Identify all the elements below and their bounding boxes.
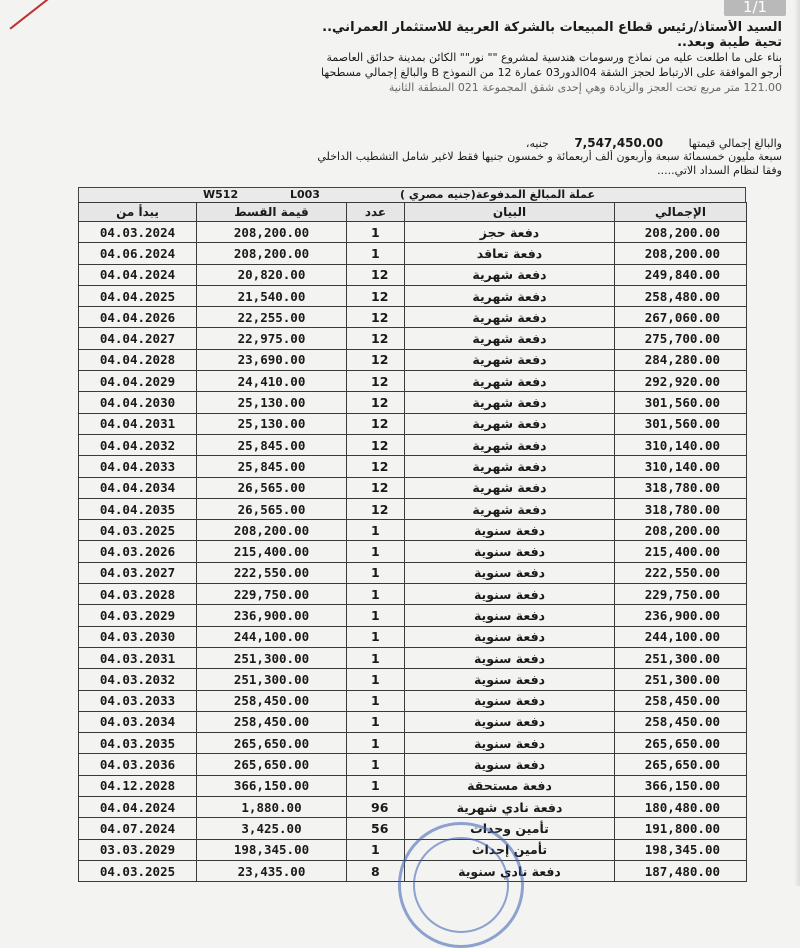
cell-installment: 1,880.00: [197, 797, 347, 818]
cell-installment: 24,410.00: [197, 371, 347, 392]
cell-count: 12: [347, 264, 405, 285]
cell-date: 04.03.2025: [79, 520, 197, 541]
cell-installment: 258,450.00: [197, 711, 347, 732]
payment-schedule: [78, 187, 746, 882]
cell-date: 04.03.2035: [79, 733, 197, 754]
cell-total: 180,480.00: [615, 797, 747, 818]
cell-installment: 265,650.00: [197, 754, 347, 775]
cell-total: 292,920.00: [615, 371, 747, 392]
cell-total: 251,300.00: [615, 647, 747, 668]
cell-installment: 251,300.00: [197, 669, 347, 690]
table-row: [79, 434, 747, 455]
cell-count: 12: [347, 456, 405, 477]
cell-description: دفعة سنوية: [405, 605, 615, 626]
cell-description: دفعة سنوية: [405, 626, 615, 647]
cell-installment: 208,200.00: [197, 222, 347, 243]
table-row: [79, 562, 747, 583]
table-row: [79, 477, 747, 498]
cell-description: دفعة شهرية: [405, 307, 615, 328]
page-number: 1/1: [724, 0, 786, 16]
cell-date: 04.03.2033: [79, 690, 197, 711]
cell-total: 258,480.00: [615, 285, 747, 306]
table-row: [79, 456, 747, 477]
cell-installment: 25,130.00: [197, 413, 347, 434]
table-row: [79, 349, 747, 370]
cell-total: 284,280.00: [615, 349, 747, 370]
cell-date: 04.04.2035: [79, 498, 197, 519]
cell-description: دفعة شهرية: [405, 413, 615, 434]
cell-description: دفعة شهرية: [405, 264, 615, 285]
table-row: [79, 711, 747, 732]
cell-total: 222,550.00: [615, 562, 747, 583]
cell-description: دفعة شهرية: [405, 328, 615, 349]
cell-description: دفعة سنوية: [405, 754, 615, 775]
total-value-line: [20, 136, 782, 150]
cell-count: 12: [347, 285, 405, 306]
cell-count: 12: [347, 434, 405, 455]
total-value: 7,547,450.00: [574, 136, 664, 150]
table-header-row: [79, 203, 747, 222]
cell-date: 04.04.2024: [79, 797, 197, 818]
cell-count: 1: [347, 839, 405, 860]
total-unit: جنيه،: [525, 137, 549, 150]
cell-installment: 265,650.00: [197, 733, 347, 754]
letter-header: [20, 20, 782, 95]
cell-description: دفعة شهرية: [405, 456, 615, 477]
table-row: [79, 839, 747, 860]
cell-installment: 366,150.00: [197, 775, 347, 796]
table-row: [79, 541, 747, 562]
cell-date: 04.04.2031: [79, 413, 197, 434]
cell-installment: 251,300.00: [197, 647, 347, 668]
cell-description: دفعة سنوية: [405, 733, 615, 754]
cell-date: 04.04.2034: [79, 477, 197, 498]
cell-description: دفعة تعاقد: [405, 243, 615, 264]
cell-description: دفعة سنوية: [405, 647, 615, 668]
cell-count: 12: [347, 371, 405, 392]
cell-total: 251,300.00: [615, 669, 747, 690]
cell-date: 03.03.2029: [79, 839, 197, 860]
cell-installment: 236,900.00: [197, 605, 347, 626]
header-count: عدد: [347, 203, 405, 222]
cell-description: دفعة سنوية: [405, 669, 615, 690]
cell-total: 244,100.00: [615, 626, 747, 647]
cell-installment: 25,130.00: [197, 392, 347, 413]
table-row: [79, 264, 747, 285]
cell-count: 1: [347, 520, 405, 541]
cell-total: 275,700.00: [615, 328, 747, 349]
cell-description: دفعة مستحقة: [405, 775, 615, 796]
cell-count: 1: [347, 222, 405, 243]
header-description: البيان: [405, 203, 615, 222]
cell-description: دفعة شهرية: [405, 349, 615, 370]
cell-count: 1: [347, 669, 405, 690]
cell-total: 208,200.00: [615, 222, 747, 243]
cell-total: 236,900.00: [615, 605, 747, 626]
table-row: [79, 669, 747, 690]
code-1: W512: [203, 188, 239, 201]
cell-installment: 222,550.00: [197, 562, 347, 583]
total-words-line: سبعة مليون خمسمائة سبعة وأربعون ألف أربعمائة و خمسون جنيها فقط لاغير شامل التشطيب الداخلي: [317, 150, 782, 163]
table-row: [79, 775, 747, 796]
table-row: [79, 307, 747, 328]
totals-section: [20, 136, 782, 178]
unit-codes: [203, 188, 368, 201]
cell-date: 04.03.2031: [79, 647, 197, 668]
cell-count: 12: [347, 328, 405, 349]
cell-total: 187,480.00: [615, 860, 747, 881]
header-date: يبدأ من: [79, 203, 197, 222]
header-total: الإجمالي: [615, 203, 747, 222]
cell-installment: 22,975.00: [197, 328, 347, 349]
cell-total: 265,650.00: [615, 733, 747, 754]
cell-installment: 25,845.00: [197, 456, 347, 477]
cell-total: 208,200.00: [615, 243, 747, 264]
cell-date: 04.04.2027: [79, 328, 197, 349]
table-caption: [78, 187, 746, 202]
scan-edge: [794, 0, 800, 886]
cell-total: 318,780.00: [615, 498, 747, 519]
cell-total: 249,840.00: [615, 264, 747, 285]
cell-total: 310,140.00: [615, 456, 747, 477]
cell-date: 04.03.2034: [79, 711, 197, 732]
total-label: والبالغ إجمالي قيمتها: [688, 137, 782, 150]
header-installment: قيمة القسط: [197, 203, 347, 222]
cell-date: 04.04.2028: [79, 349, 197, 370]
cell-total: 310,140.00: [615, 434, 747, 455]
cell-installment: 26,565.00: [197, 498, 347, 519]
table-row: [79, 392, 747, 413]
cell-installment: 3,425.00: [197, 818, 347, 839]
cell-date: 04.03.2036: [79, 754, 197, 775]
cell-date: 04.03.2029: [79, 605, 197, 626]
cell-count: 12: [347, 392, 405, 413]
cell-count: 1: [347, 690, 405, 711]
table-row: [79, 285, 747, 306]
table-row: [79, 328, 747, 349]
cell-installment: 215,400.00: [197, 541, 347, 562]
table-row: [79, 243, 747, 264]
cell-count: 12: [347, 413, 405, 434]
addressee-line: السيد الأستاذ/رئيس قطاع المبيعات بالشركة العربية للاستثمار العمراني..: [322, 20, 782, 35]
cell-count: 56: [347, 818, 405, 839]
cell-count: 1: [347, 775, 405, 796]
cell-total: 215,400.00: [615, 541, 747, 562]
cell-total: 198,345.00: [615, 839, 747, 860]
table-row: [79, 647, 747, 668]
cell-count: 1: [347, 243, 405, 264]
table-row: [79, 413, 747, 434]
cell-count: 1: [347, 626, 405, 647]
table-row: [79, 860, 747, 881]
cell-total: 265,650.00: [615, 754, 747, 775]
cell-date: 04.04.2029: [79, 371, 197, 392]
project-line: بناء على ما اطلعت عليه من نماذج ورسومات هندسية لمشروع "" نور"" الكائن بمدينة حدائق العاصمة: [326, 51, 782, 64]
cell-total: 258,450.00: [615, 690, 747, 711]
table-row: [79, 520, 747, 541]
cell-total: 318,780.00: [615, 477, 747, 498]
code-2: L003: [289, 188, 320, 201]
cell-installment: 26,565.00: [197, 477, 347, 498]
cell-date: 04.03.2027: [79, 562, 197, 583]
cell-description: دفعة سنوية: [405, 690, 615, 711]
cell-count: 1: [347, 605, 405, 626]
cell-total: 301,560.00: [615, 392, 747, 413]
cell-count: 1: [347, 562, 405, 583]
cell-description: دفعة نادي سنوية: [405, 860, 615, 881]
table-row: [79, 818, 747, 839]
cell-count: 1: [347, 711, 405, 732]
area-line: 121.00 متر مربع تحت العجز والزيادة وهي إحدى شقق المجموعة 021 المنطقة الثانية: [388, 81, 782, 94]
cell-date: 04.03.2025: [79, 860, 197, 881]
cell-date: 04.12.2028: [79, 775, 197, 796]
cell-date: 04.04.2024: [79, 264, 197, 285]
cell-installment: 244,100.00: [197, 626, 347, 647]
cell-description: تأمين إحداث: [405, 839, 615, 860]
cell-description: دفعة شهرية: [405, 477, 615, 498]
cell-date: 04.04.2033: [79, 456, 197, 477]
cell-description: دفعة شهرية: [405, 285, 615, 306]
cell-date: 04.07.2024: [79, 818, 197, 839]
table-row: [79, 754, 747, 775]
cell-installment: 258,450.00: [197, 690, 347, 711]
cell-date: 04.04.2032: [79, 434, 197, 455]
payment-system-line: وفقا لنظام السداد الاتي.....: [657, 164, 782, 177]
cell-total: 267,060.00: [615, 307, 747, 328]
unit-line: أرجو الموافقة على الارتباط لحجز الشقة 04الدور03 عمارة 12 من النموذج B والبالغ إجمالي مسطحها: [321, 66, 782, 79]
cell-count: 12: [347, 498, 405, 519]
cell-date: 04.04.2030: [79, 392, 197, 413]
cell-date: 04.06.2024: [79, 243, 197, 264]
table-row: [79, 584, 747, 605]
cell-date: 04.04.2026: [79, 307, 197, 328]
cell-installment: 229,750.00: [197, 584, 347, 605]
table-row: [79, 690, 747, 711]
cell-count: 1: [347, 541, 405, 562]
greeting-line: تحية طيبة وبعد..: [677, 35, 782, 50]
cell-description: دفعة سنوية: [405, 520, 615, 541]
table-row: [79, 733, 747, 754]
cell-installment: 25,845.00: [197, 434, 347, 455]
table-row: [79, 222, 747, 243]
cell-installment: 21,540.00: [197, 285, 347, 306]
cell-description: دفعة شهرية: [405, 498, 615, 519]
cell-installment: 208,200.00: [197, 520, 347, 541]
cell-count: 1: [347, 733, 405, 754]
cell-count: 1: [347, 584, 405, 605]
cell-installment: 198,345.00: [197, 839, 347, 860]
cell-description: دفعة شهرية: [405, 371, 615, 392]
cell-total: 229,750.00: [615, 584, 747, 605]
cell-description: دفعة سنوية: [405, 562, 615, 583]
cell-installment: 20,820.00: [197, 264, 347, 285]
cell-count: 12: [347, 349, 405, 370]
cell-description: دفعة حجز: [405, 222, 615, 243]
currency-caption: عملة المبالغ المدفوعة(جنيه مصري ): [399, 188, 595, 201]
cell-date: 04.03.2028: [79, 584, 197, 605]
table-row: [79, 797, 747, 818]
cell-description: تأمين وحدات: [405, 818, 615, 839]
cell-installment: 23,690.00: [197, 349, 347, 370]
table-row: [79, 605, 747, 626]
cell-date: 04.04.2025: [79, 285, 197, 306]
cell-installment: 23,435.00: [197, 860, 347, 881]
cell-total: 366,150.00: [615, 775, 747, 796]
cell-description: دفعة سنوية: [405, 711, 615, 732]
cell-description: دفعة سنوية: [405, 584, 615, 605]
table-row: [79, 626, 747, 647]
cell-installment: 208,200.00: [197, 243, 347, 264]
cell-total: 191,800.00: [615, 818, 747, 839]
cell-date: 04.03.2024: [79, 222, 197, 243]
cell-count: 96: [347, 797, 405, 818]
cell-total: 301,560.00: [615, 413, 747, 434]
cell-description: دفعة شهرية: [405, 392, 615, 413]
table-row: [79, 498, 747, 519]
schedule-table: [78, 202, 747, 882]
cell-count: 1: [347, 647, 405, 668]
cell-date: 04.03.2030: [79, 626, 197, 647]
cell-date: 04.03.2026: [79, 541, 197, 562]
cell-description: دفعة نادي شهرية: [405, 797, 615, 818]
cell-count: 12: [347, 477, 405, 498]
cell-total: 208,200.00: [615, 520, 747, 541]
cell-description: دفعة سنوية: [405, 541, 615, 562]
cell-date: 04.03.2032: [79, 669, 197, 690]
cell-installment: 22,255.00: [197, 307, 347, 328]
cell-description: دفعة شهرية: [405, 434, 615, 455]
cell-count: 12: [347, 307, 405, 328]
cell-count: 8: [347, 860, 405, 881]
cell-total: 258,450.00: [615, 711, 747, 732]
table-row: [79, 371, 747, 392]
cell-count: 1: [347, 754, 405, 775]
